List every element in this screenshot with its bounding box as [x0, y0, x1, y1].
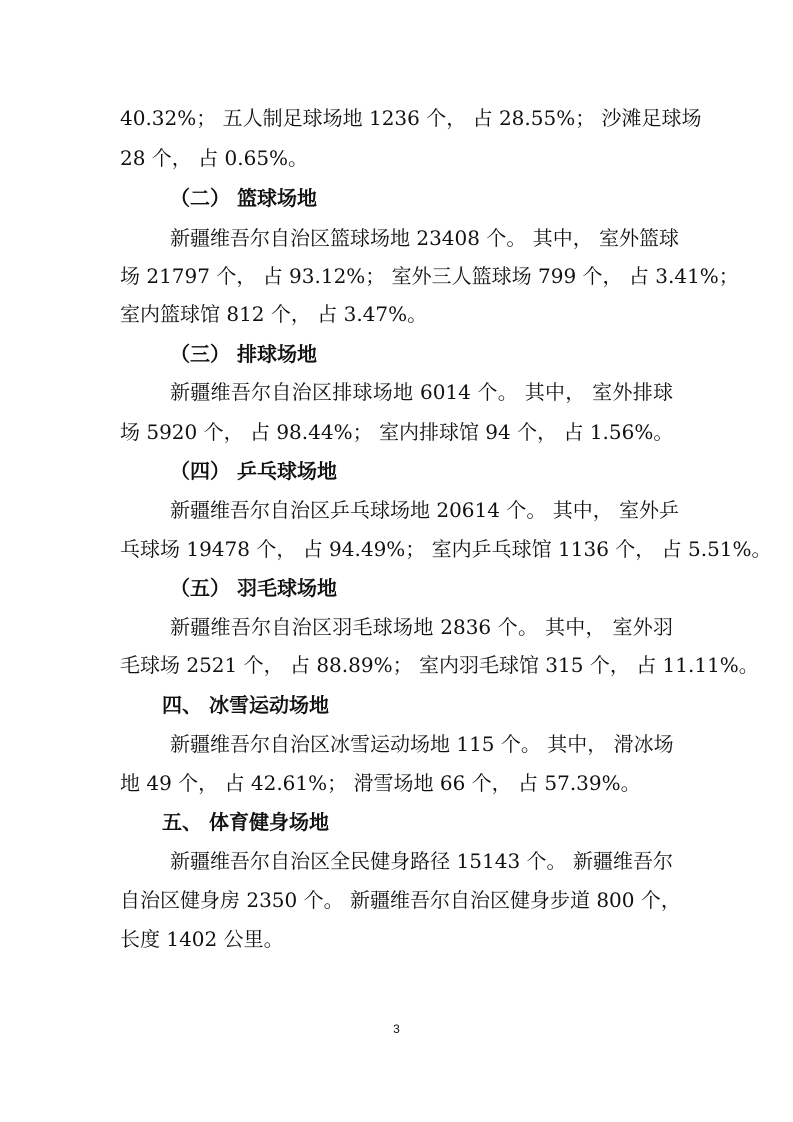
body-text-line: 40.32%； 五人制足球场地 1236 个， 占 28.55%； 沙滩足球场 [120, 106, 702, 130]
body-text-line: 室内篮球馆 812 个， 占 3.47%。 [120, 302, 428, 326]
subsection-heading-volleyball: （三） 排球场地 [170, 342, 317, 366]
body-text-line: 地 49 个， 占 42.61%； 滑雪场地 66 个， 占 57.39%。 [120, 771, 641, 795]
subsection-heading-basketball: （二） 篮球场地 [170, 186, 317, 210]
body-text-line: 场 5920 个， 占 98.44%； 室内排球馆 94 个， 占 1.56%。 [120, 420, 674, 444]
body-text-line: 新疆维吾尔自治区篮球场地 23408 个。 其中， 室外篮球 [170, 226, 680, 250]
body-text-line: 新疆维吾尔自治区乒乓球场地 20614 个。 其中， 室外乒 [170, 498, 680, 522]
section-heading-fitness: 五、 体育健身场地 [162, 810, 329, 834]
body-text-line: 场 21797 个， 占 93.12%； 室外三人篮球场 799 个， 占 3.41%； [120, 264, 739, 288]
body-text-line: 新疆维吾尔自治区全民健身路径 15143 个。 新疆维吾尔 [170, 849, 673, 873]
body-text-line: 28 个， 占 0.65%。 [120, 146, 309, 170]
body-text-line: 自治区健身房 2350 个。 新疆维吾尔自治区健身步道 800 个， [120, 888, 681, 912]
page-number: 3 [393, 1022, 400, 1036]
body-text-line: 新疆维吾尔自治区排球场地 6014 个。 其中， 室外排球 [170, 380, 673, 404]
subsection-heading-badminton: （五） 羽毛球场地 [170, 576, 337, 600]
body-text-line: 长度 1402 公里。 [120, 927, 284, 951]
section-heading-ice-snow: 四、 冰雪运动场地 [162, 693, 329, 717]
body-text-line: 新疆维吾尔自治区羽毛球场地 2836 个。 其中， 室外羽 [170, 615, 673, 639]
body-text-line: 毛球场 2521 个， 占 88.89%； 室内羽毛球馆 315 个， 占 11.11%。 [120, 653, 759, 677]
body-text-line: 新疆维吾尔自治区冰雪运动场地 115 个。 其中， 滑冰场 [170, 732, 674, 756]
subsection-heading-table-tennis: （四） 乒乓球场地 [170, 459, 337, 483]
body-text-line: 乓球场 19478 个， 占 94.49%； 室内乒乓球馆 1136 个， 占 5.51%。 [120, 537, 772, 561]
